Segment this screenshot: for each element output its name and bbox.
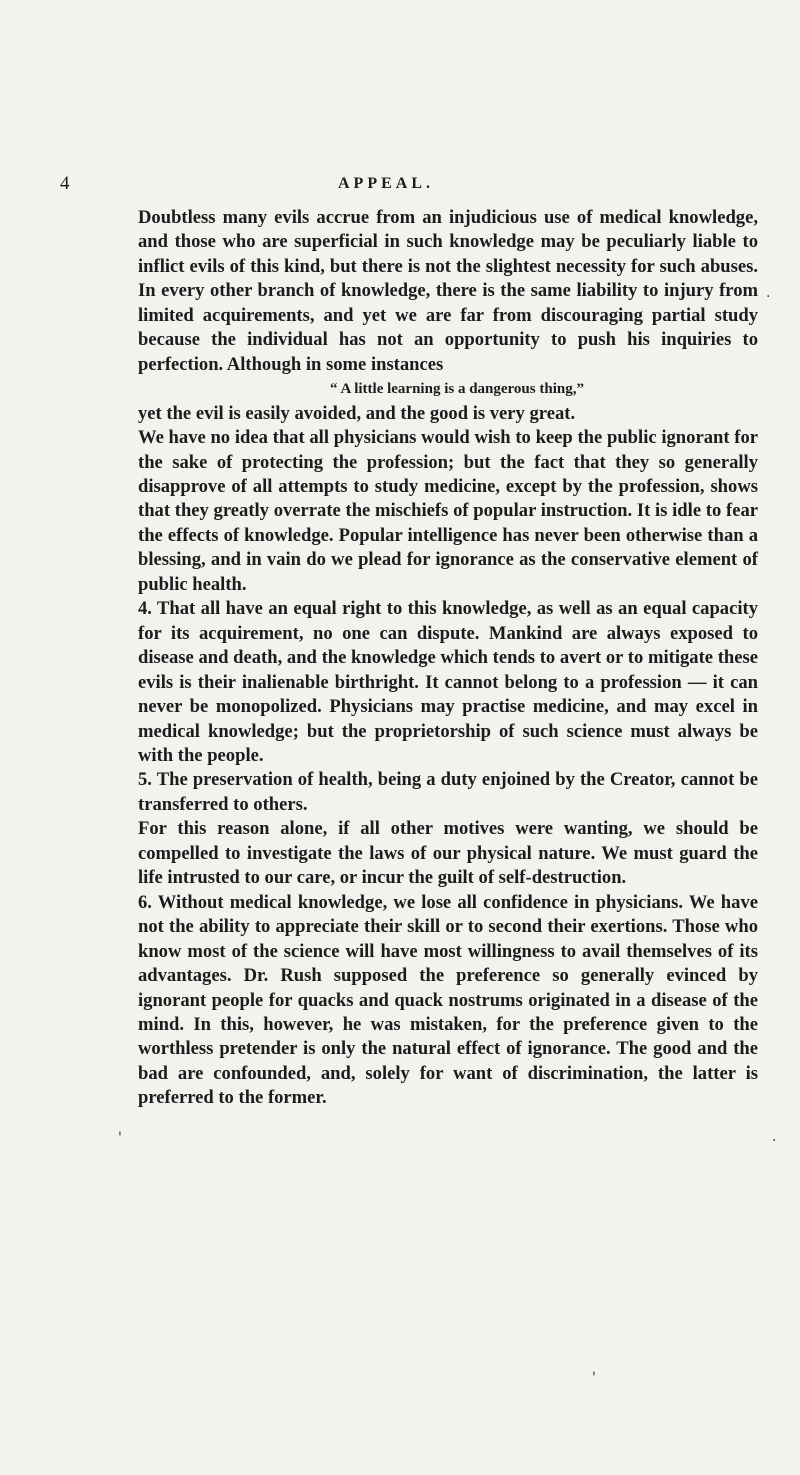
- paragraph: 5. The preservation of health, being a duty enjoined by the Creator, cannot be transferred to others.: [138, 769, 758, 815]
- paragraph: 6. Without medical knowledge, we lose all confidence in physicians. We have not the ability to appreciate their skill or to second their exertions. Those who know most of the science will have most willingness to avail themselves of its advantages. Dr. Rush supposed the preference so generally evinced by ignorant people for quacks and quack nostrums originated in a disease of the mind. In this, however, he was mistaken, for the preference given to the worthless pretender is only the natural effect of ignorance. The good and the bad are confounded, and, solely for want of discrimination, the latter is preferred to the former.: [138, 891, 758, 1109]
- body-text: [138, 206, 758, 1111]
- paragraph: For this reason alone, if all other motives were wanting, we should be compelled to investigate the laws of our physical nature. We must guard the life intrusted to our care, or incur the guilt of self-destruction.: [138, 818, 758, 889]
- margin-mark: ·: [772, 1133, 777, 1149]
- block-quote: “ A little learning is a dangerous thing,”: [330, 381, 584, 398]
- paragraph: 4. That all have an equal right to this knowledge, as well as an equal capacity for its acquirement, no one can dispute. Mankind are always exposed to disease and death, and the knowledge which tends to avert or to mitigate these evils is their inalienable birthright. It cannot belong to a profession — it can never be monopolized. Physicians may practise medicine, and may excel in medical knowledge; but the proprietorship of such science must always be with the people.: [138, 598, 758, 766]
- paragraph: yet the evil is easily avoided, and the good is very great.: [138, 402, 576, 424]
- margin-mark: ': [592, 1370, 596, 1386]
- margin-mark: ': [118, 1130, 122, 1146]
- page-number: 4: [60, 173, 70, 194]
- running-head: [0, 173, 800, 197]
- margin-mark: .: [766, 285, 771, 301]
- paragraph: Doubtless many evils accrue from an injudicious use of medical knowledge, and those who are superficial in such knowledge may be peculiarly liable to inflict evils of this kind, but there is not the slightest necessity for such abuses. In every other branch of knowledge, there is the same liability to injury from limited acquirements, and yet we are far from discouraging partial study because the individual has not an opportunity to push his inquiries to perfection. Although in some instances: [138, 207, 758, 375]
- running-title: APPEAL.: [338, 175, 434, 192]
- paragraph: We have no idea that all physicians would wish to keep the public ignorant for the sake of protecting the profession; but the fact that they so generally disapprove of all attempts to study medicine, except by the profession, shows that they greatly overrate the mischiefs of popular instruction. It is idle to fear the effects of knowledge. Popular intelligence has never been otherwise than a blessing, and in vain do we plead for ignorance as the conservative element of public health.: [138, 427, 758, 595]
